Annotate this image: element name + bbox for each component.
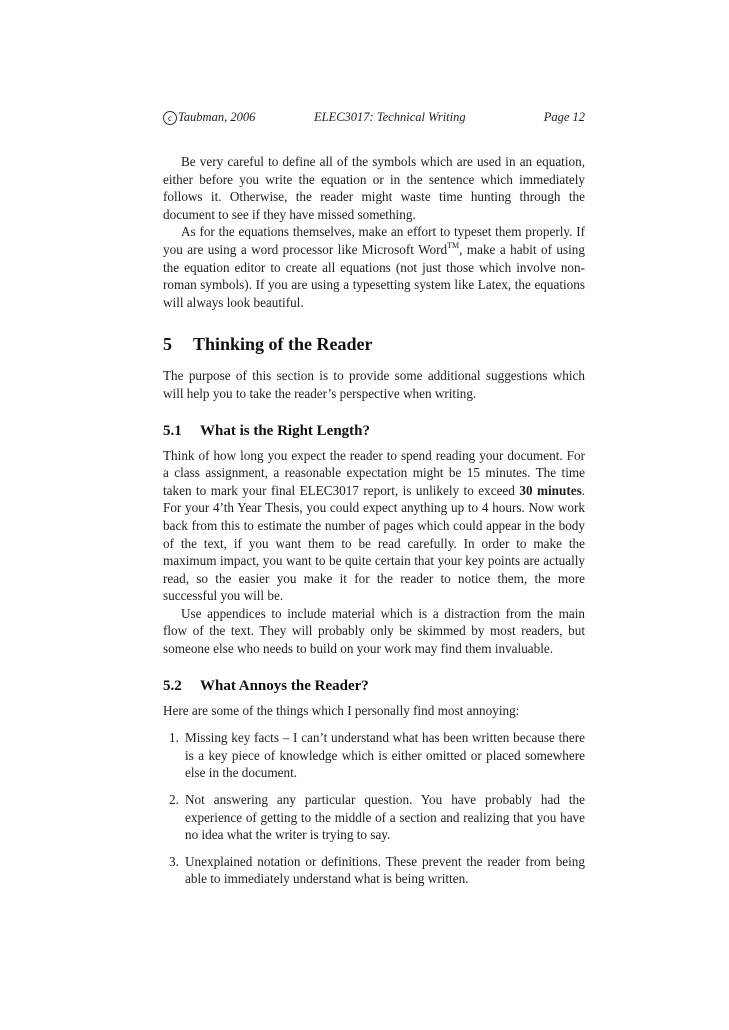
subsection-heading-5-1 — [163, 421, 585, 441]
paragraph-right-length-part2: . For your 4’th Year Thesis, you could expect anything up to 4 hours. Now work back from this to estimate the number of pages which could appear in the body of the text, if you want them to be read carefully. In order to make the maximum impact, you want to be quite certain that your key points are actually read, so the easier you make it for the reader to notice them, the more successful you will be. — [163, 482, 586, 604]
subsection-number: 5.2 — [163, 677, 182, 694]
header-author — [163, 110, 255, 125]
paragraph-right-length — [163, 447, 585, 605]
header-course-title: ELEC3017: Technical Writing — [314, 110, 466, 124]
trademark-mark: TM — [447, 240, 460, 250]
list-item-number: 1. — [169, 730, 179, 746]
list-item-text: Unexplained notation or definitions. These prevent the reader from being able to immediately understand what is being written. — [185, 853, 585, 887]
list-item — [163, 791, 585, 844]
section-number: 5 — [163, 334, 172, 355]
subsection-title: What Annoys the Reader? — [200, 677, 369, 694]
paragraph-equations — [163, 223, 585, 311]
paragraph-right-length-part1: Think of how long you expect the reader to spend reading your document. For a class assignment, a reasonable expectation might be 15 minutes. The time taken to mark your final ELEC3017 report, is unlikely to exceed — [163, 447, 585, 498]
header-author-text: Taubman, 2006 — [178, 110, 256, 124]
subsection-heading-5-2 — [163, 676, 585, 696]
section-heading-5 — [163, 333, 585, 355]
list-item — [163, 853, 585, 888]
running-header — [163, 110, 585, 128]
list-item-number: 2. — [169, 792, 179, 808]
paragraph-appendices: Use appendices to include material which is a distraction from the main flow of the text. They will probably only be skimmed by most readers, but someone else who needs to build on your work may find them invaluable. — [163, 605, 585, 657]
paragraph-annoys-intro: Here are some of the things which I personally find most annoying: — [163, 702, 520, 718]
list-item — [163, 729, 585, 782]
paragraph-equations-part1: As for the equations themselves, make an effort to typeset them properly. If you are using a word processor like Microsoft Word — [163, 224, 585, 257]
list-item-number: 3. — [169, 853, 179, 869]
list-item-text: Not answering any particular question. You have probably had the experience of getting to the middle of a section and realizing that you have no idea what the writer is trying to say. — [185, 792, 585, 843]
subsection-number: 5.1 — [163, 422, 182, 439]
subsection-title: What is the Right Length? — [200, 422, 371, 439]
header-page-number: Page 12 — [543, 110, 585, 124]
paragraph-section5-intro: The purpose of this section is to provide some additional suggestions which will help you to take the reader’s perspective when writing. — [163, 368, 585, 401]
copyright-icon: c — [163, 111, 177, 125]
section-title: Thinking of the Reader — [193, 334, 373, 355]
list-item-text: Missing key facts – I can’t understand what has been written because there is a key piece of knowledge which is either omitted or placed somewhere else in the document. — [185, 730, 585, 781]
paragraph-symbols: Be very careful to define all of the symbols which are used in an equation, either before you write the equation or in the sentence which immediately follows it. Otherwise, the reader might waste time hunting through the document to see if they have missed something. — [163, 154, 585, 222]
annoyances-list — [163, 729, 585, 888]
page-body — [163, 153, 585, 897]
emphasis-30-minutes: 30 minutes — [519, 482, 582, 498]
paragraph-equations-part2: , make a habit of using the equation editor to create all equations (not just those which involve non-roman symbols). If you are using a typesetting system like Latex, the equations will always look beautiful. — [163, 241, 585, 310]
